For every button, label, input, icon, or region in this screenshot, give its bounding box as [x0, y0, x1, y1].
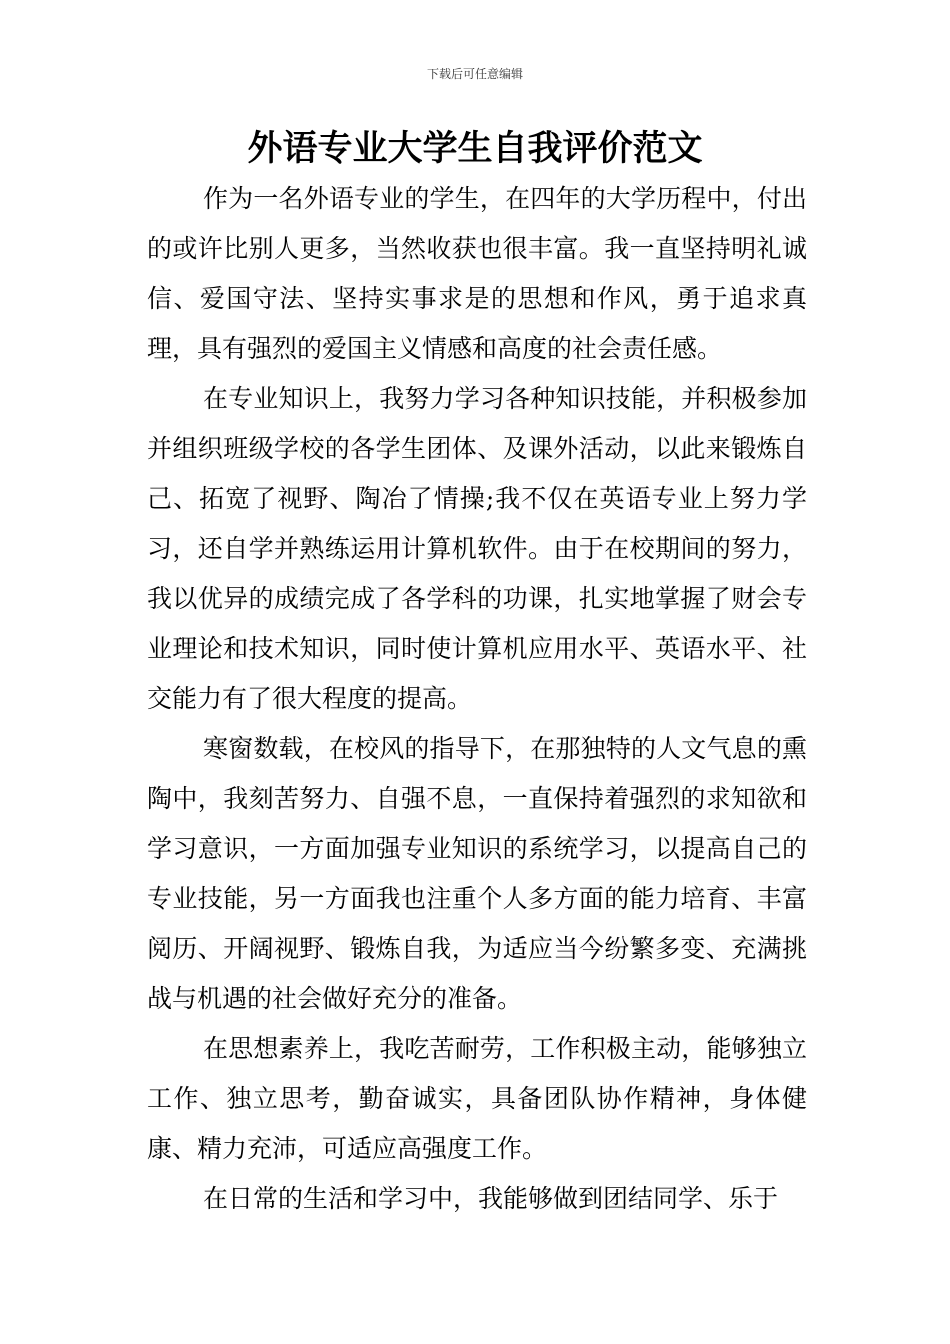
document-body — [147, 174, 807, 1224]
header-note: 下载后可任意编辑 — [426, 67, 523, 81]
paragraph-5: 在日常的生活和学习中，我能够做到团结同学、乐于 — [203, 1184, 779, 1213]
paragraph-1: 作为一名外语专业的学生，在四年的大学历程中，付出的或许比别人更多，当然收获也很丰富。我一直坚持明礼诚信、爱国守法、坚持实事求是的思想和作风，勇于追求真理，具有强烈的爱国主义情感和高度的社会责任感。 — [147, 184, 807, 363]
document-title: 外语专业大学生自我评价范文 — [247, 129, 703, 169]
paragraph-3: 寒窗数载，在校风的指导下，在那独特的人文气息的熏陶中，我刻苦努力、自强不息，一直保持着强烈的求知欲和学习意识，一方面加强专业知识的系统学习，以提高自己的专业技能，另一方面我也注重个人多方面的能力培育、丰富阅历、开阔视野、锻炼自我，为适应当今纷繁多变、充满挑战与机遇的社会做好充分的准备。 — [147, 734, 807, 1013]
paragraph-2: 在专业知识上，我努力学习各种知识技能，并积极参加并组织班级学校的各学生团体、及课外活动，以此来锻炼自己、拓宽了视野、陶冶了情操;我不仅在英语专业上努力学习，还自学并熟练运用计算机软件。由于在校期间的努力，我以优异的成绩完成了各学科的功课，扎实地掌握了财会专业理论和技术知识，同时使计算机应用水平、英语水平、社交能力有了很大程度的提高。 — [147, 384, 807, 713]
paragraph-4: 在思想素养上，我吃苦耐劳，工作积极主动，能够独立工作、独立思考，勤奋诚实，具备团队协作精神，身体健康、精力充沛，可适应高强度工作。 — [147, 1034, 807, 1163]
